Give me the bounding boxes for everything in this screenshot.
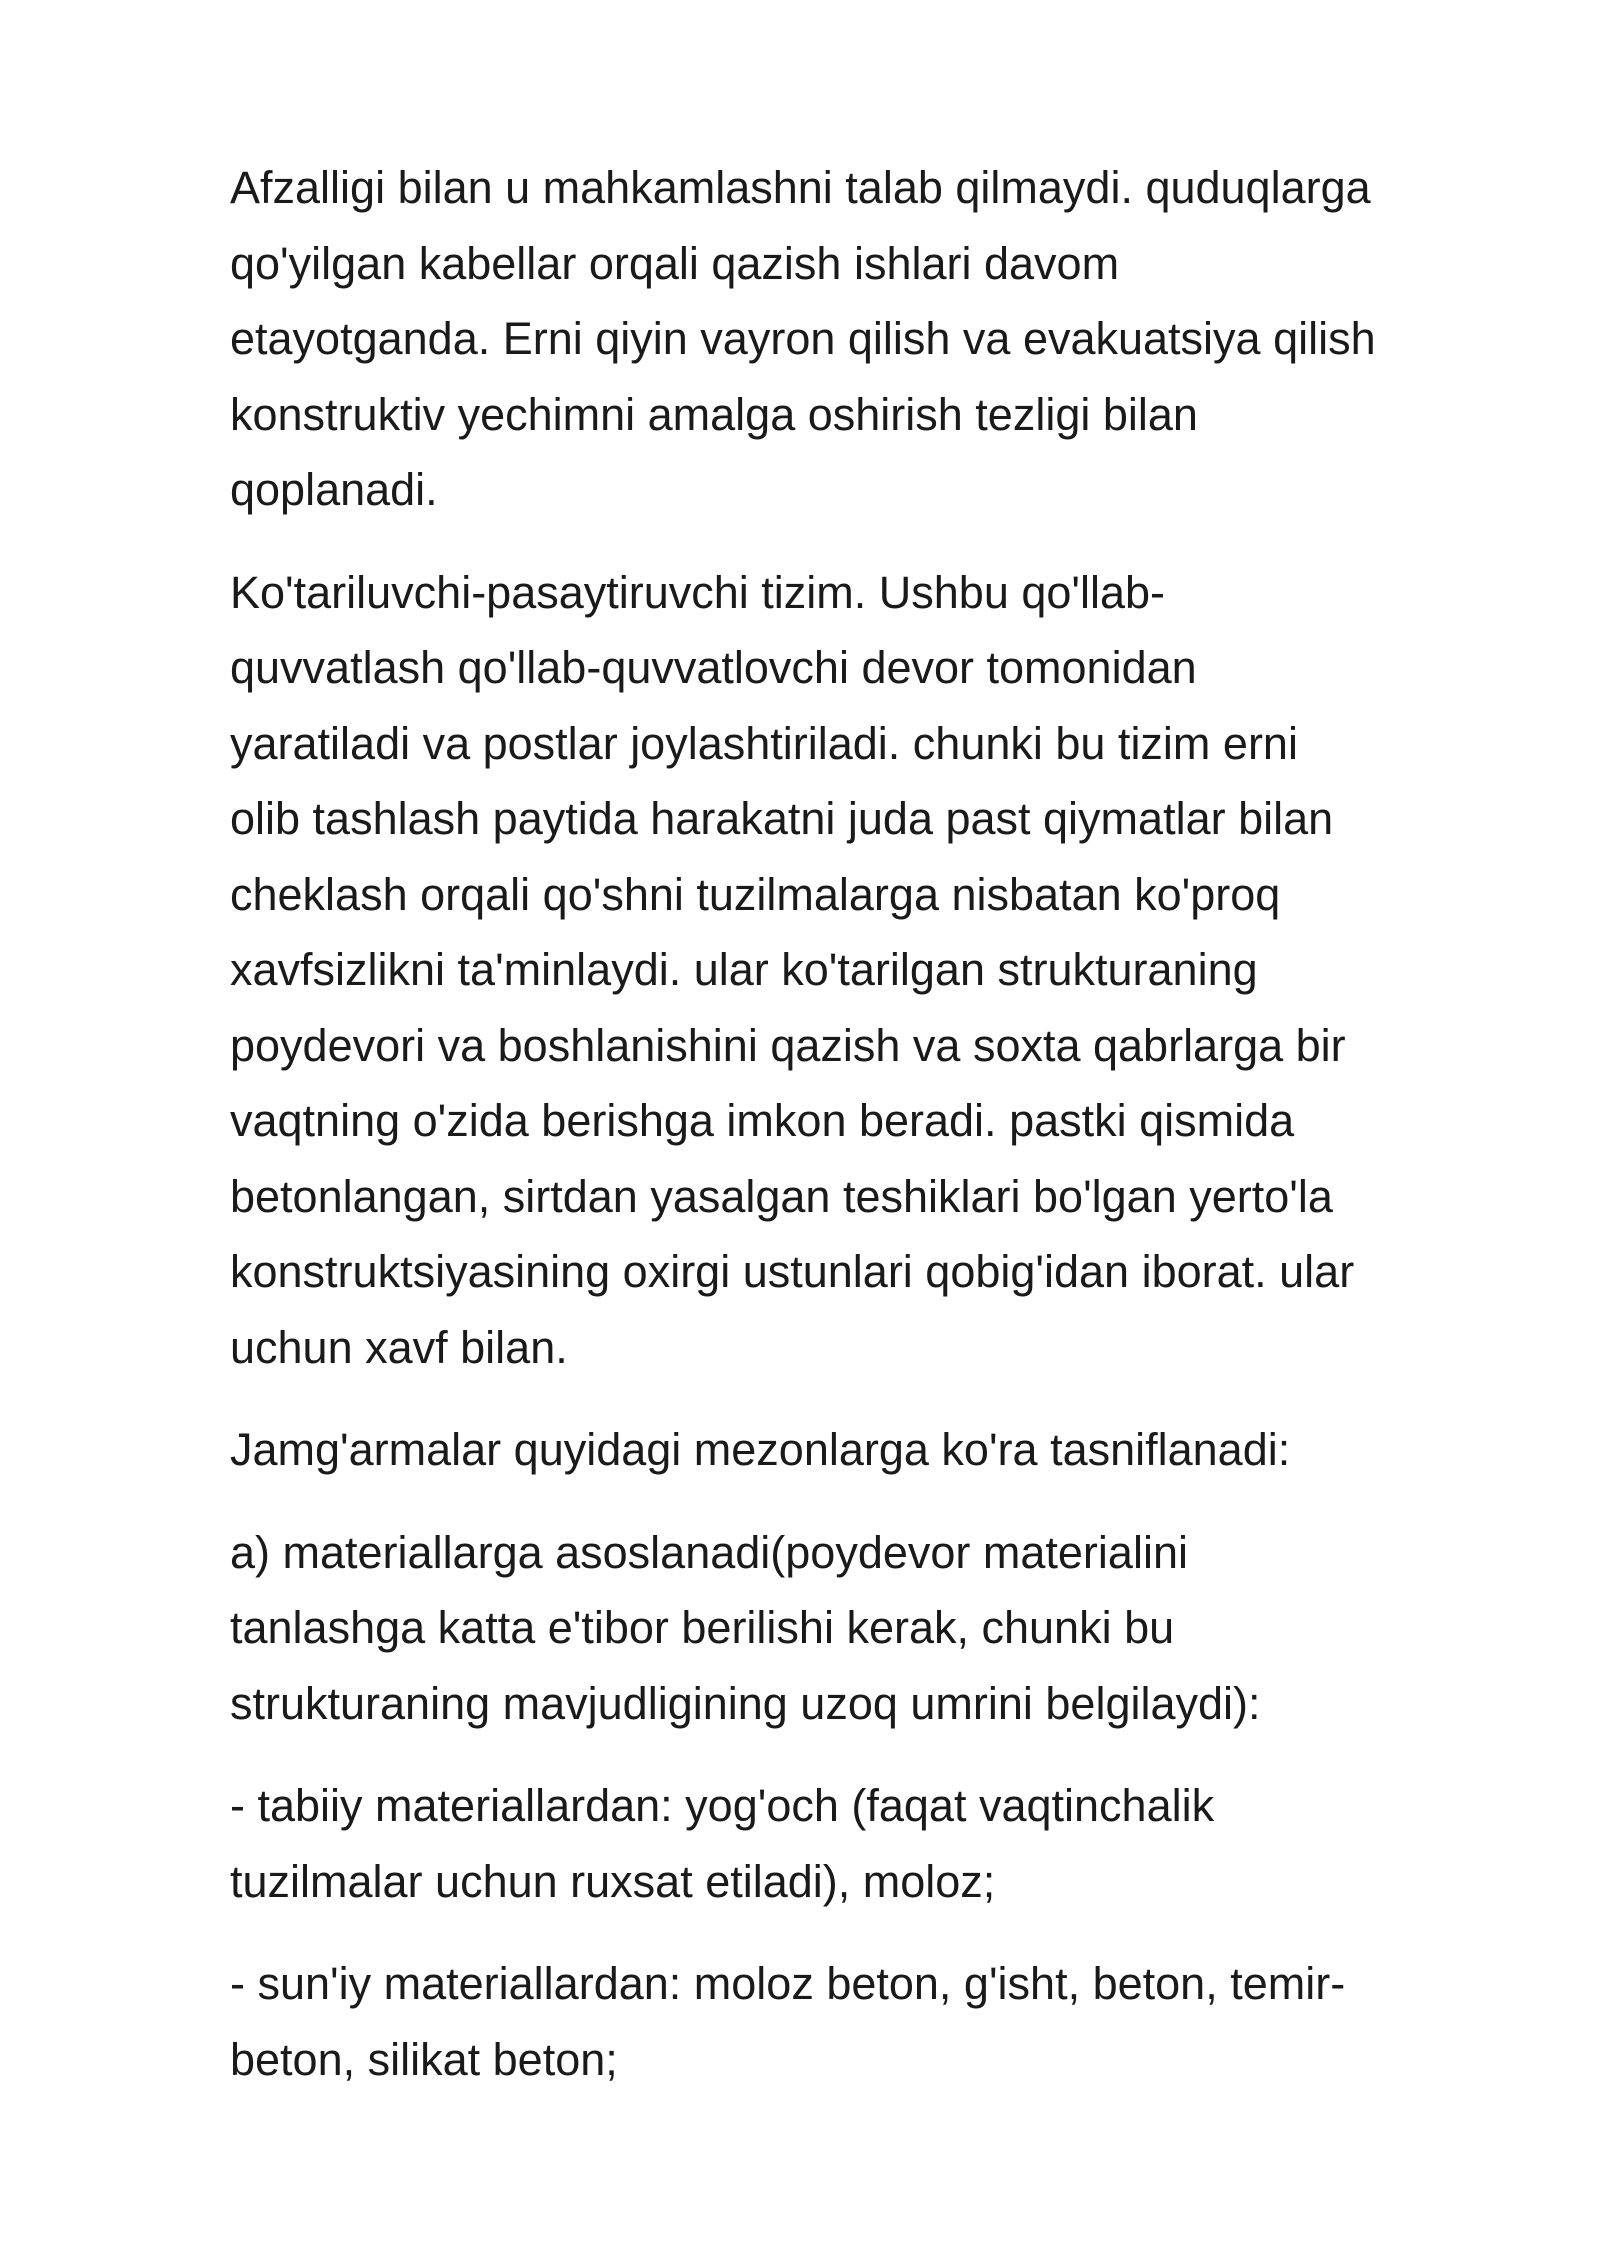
text-line: betonlangan, sirtdan yasalgan teshiklari bo'lgan yerto'la bbox=[230, 1170, 1333, 1222]
text-line: qo'yilgan kabellar orqali qazish ishlari davom bbox=[230, 237, 1120, 289]
list-item-natural-materials bbox=[230, 1768, 1510, 1919]
text-line: poydevori va boshlanishini qazish va soxta qabrlarga bir bbox=[230, 1019, 1346, 1071]
text-line: yaratiladi va postlar joylashtiriladi. chunki bu tizim erni bbox=[230, 717, 1298, 769]
list-item-artificial-materials bbox=[230, 1946, 1510, 2097]
text-line: quvvatlash qo'llab-quvvatlovchi devor tomonidan bbox=[230, 642, 1197, 693]
text-line: xavfsizlikni ta'minlaydi. ular ko'tarilgan strukturaning bbox=[230, 944, 1258, 995]
text-line: konstruktsiyasining oxirgi ustunlari qobig'idan iborat. ular bbox=[230, 1246, 1355, 1297]
text-line: a) materiallarga asoslanadi(poydevor materialini bbox=[230, 1526, 1188, 1578]
paragraph-materials-criterion bbox=[230, 1515, 1510, 1742]
text-line: beton, silikat beton; bbox=[230, 2033, 618, 2085]
text-line: vaqtning o'zida berishga imkon beradi. pastki qismida bbox=[230, 1095, 1295, 1146]
text-line: konstruktiv yechimni amalga oshirish tezligi bilan bbox=[230, 388, 1198, 440]
text-line: etayotganda. Erni qiyin vayron qilish va evakuatsiya qilish bbox=[230, 313, 1376, 364]
paragraph-classification-intro bbox=[230, 1412, 1510, 1488]
text-line: cheklash orqali qo'shni tuzilmalarga nisbatan ko'proq bbox=[230, 868, 1281, 920]
text-line: - sun'iy materiallardan: moloz beton, g'isht, beton, temir- bbox=[230, 1958, 1346, 2009]
paragraph-advantages bbox=[230, 150, 1510, 528]
text-line: qoplanadi. bbox=[230, 464, 438, 515]
text-line: Afzalligi bilan u mahkamlashni talab qilmaydi. quduqlarga bbox=[230, 162, 1371, 213]
text-line: Ko'tariluvchi-pasaytiruvchi tizim. Ushbu qo'llab- bbox=[230, 566, 1166, 618]
paragraph-lifting-system bbox=[230, 555, 1510, 1386]
text-line: olib tashlash paytida harakatni juda past qiymatlar bilan bbox=[230, 793, 1334, 844]
document-body bbox=[230, 150, 1510, 2124]
text-line: Jamg'armalar quyidagi mezonlarga ko'ra tasniflanadi: bbox=[230, 1424, 1291, 1475]
text-line: tanlashga katta e'tibor berilishi kerak, chunki bu bbox=[230, 1602, 1175, 1653]
text-line: uchun xavf bilan. bbox=[230, 1321, 568, 1373]
text-line: strukturaning mavjudligining uzoq umrini belgilaydi): bbox=[230, 1677, 1261, 1729]
text-line: - tabiiy materiallardan: yog'och (faqat vaqtinchalik bbox=[230, 1780, 1215, 1831]
text-line: tuzilmalar uchun ruxsat etiladi), moloz; bbox=[230, 1855, 996, 1907]
